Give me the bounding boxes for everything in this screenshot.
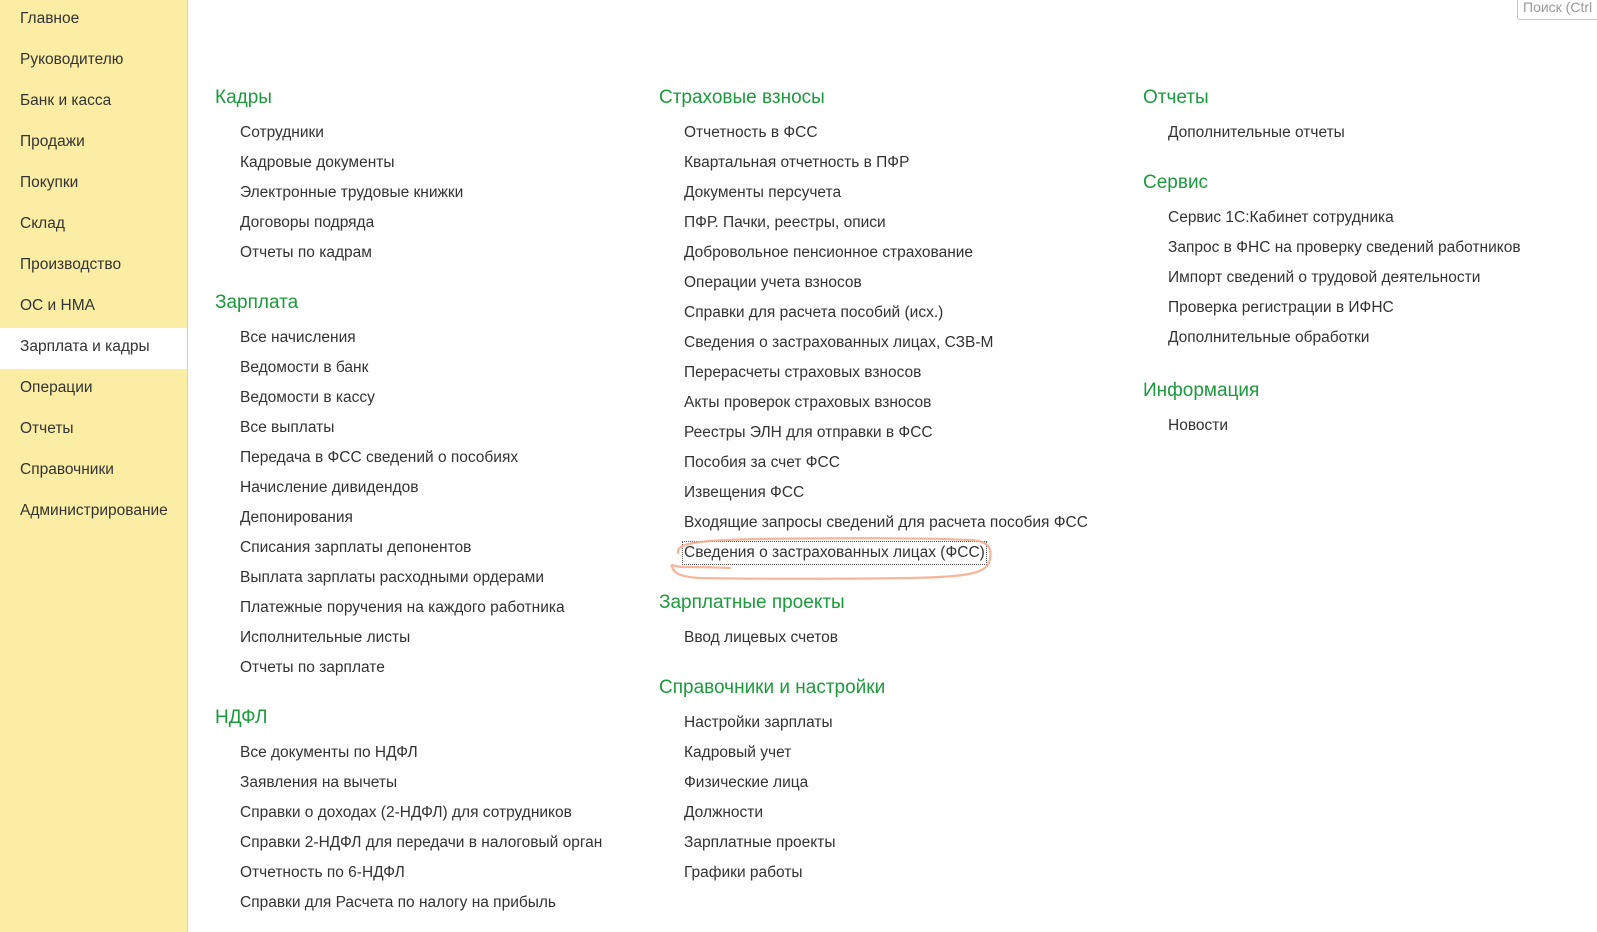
link-hr-reports[interactable]: Отчеты по кадрам [240, 244, 372, 261]
link-pfr-packs[interactable]: ПФР. Пачки, реестры, описи [684, 214, 886, 231]
link-2ndfl-employees[interactable]: Справки о доходах (2-НДФЛ) для сотрудников [240, 804, 572, 821]
link-salary-projects[interactable]: Зарплатные проекты [684, 834, 836, 851]
link-benefit-certificates[interactable]: Справки для расчета пособий (исх.) [684, 304, 944, 321]
link-payment-orders[interactable]: Платежные поручения на каждого работника [240, 599, 565, 616]
link-account-entry[interactable]: Ввод лицевых счетов [684, 629, 839, 646]
sidebar-item-warehouse[interactable]: Склад [20, 215, 65, 232]
section-title-hr[interactable]: Кадры [215, 87, 272, 108]
link-dividends[interactable]: Начисление дивидендов [240, 479, 419, 496]
link-all-ndfl-documents[interactable]: Все документы по НДФЛ [240, 744, 418, 761]
link-eln-registers[interactable]: Реестры ЭЛН для отправки в ФСС [684, 424, 933, 441]
link-insured-persons-fss[interactable] [659, 538, 1088, 568]
sidebar-item-operations[interactable]: Операции [20, 379, 93, 396]
link-fss-notices[interactable]: Извещения ФСС [684, 484, 805, 501]
section-title-salary[interactable]: Зарплата [215, 292, 299, 313]
section-title-reports[interactable]: Отчеты [1143, 87, 1209, 108]
link-fss-benefits-transfer[interactable]: Передача в ФСС сведений о пособиях [240, 449, 519, 466]
link-depositor-writeoffs[interactable]: Списания зарплаты депонентов [240, 539, 472, 556]
link-pfr-quarterly[interactable]: Квартальная отчетность в ПФР [684, 154, 910, 171]
link-personal-records-docs[interactable]: Документы персучета [684, 184, 842, 201]
link-additional-reports[interactable]: Дополнительные отчеты [1168, 124, 1345, 141]
menu-column-2 [659, 84, 1088, 888]
sidebar-item-main[interactable]: Главное [20, 10, 80, 27]
link-deduction-applications[interactable]: Заявления на вычеты [240, 774, 398, 791]
sidebar-item-production[interactable]: Производство [20, 256, 122, 273]
link-2ndfl-tax-office[interactable]: Справки 2-НДФЛ для передачи в налоговый орган [240, 834, 603, 851]
section-title-service[interactable]: Сервис [1143, 172, 1209, 193]
link-contracts[interactable]: Договоры подряда [240, 214, 375, 231]
menu-column-1 [215, 84, 602, 918]
link-szv-m[interactable]: Сведения о застрахованных лицах, СЗВ-М [684, 334, 994, 351]
link-voluntary-pension[interactable]: Добровольное пенсионное страхование [684, 244, 974, 261]
section-title-information[interactable]: Информация [1143, 380, 1260, 401]
sidebar-item-bank-cash[interactable]: Банк и касса [20, 92, 112, 109]
section-title-salary-projects[interactable]: Зарплатные проекты [659, 592, 845, 613]
link-bank-statements[interactable]: Ведомости в банк [240, 359, 369, 376]
link-employees[interactable]: Сотрудники [240, 124, 324, 141]
link-all-accruals[interactable]: Все начисления [240, 329, 356, 346]
link-news[interactable]: Новости [1168, 417, 1229, 434]
sidebar-item-fixed-assets[interactable]: ОС и НМА [20, 297, 95, 314]
link-ifns-check[interactable]: Проверка регистрации в ИФНС [1168, 299, 1394, 316]
link-fss-reporting[interactable]: Отчетность в ФСС [684, 124, 818, 141]
sections-sidebar [0, 0, 188, 932]
link-contribution-recalculations[interactable]: Перерасчеты страховых взносов [684, 364, 922, 381]
sidebar-item-administration[interactable]: Администрирование [20, 502, 168, 519]
sidebar-item-purchases[interactable]: Покупки [20, 174, 79, 191]
link-audit-acts[interactable]: Акты проверок страховых взносов [684, 394, 932, 411]
link-insured-persons-fss-label: Сведения о застрахованных лицах (ФСС) [682, 541, 987, 565]
link-fss-benefits[interactable]: Пособия за счет ФСС [684, 454, 840, 471]
sidebar-item-sales[interactable]: Продажи [20, 133, 85, 150]
link-hr-accounting[interactable]: Кадровый учет [684, 744, 792, 761]
menu-column-3 [1143, 84, 1521, 441]
link-all-payments[interactable]: Все выплаты [240, 419, 335, 436]
link-salary-settings[interactable]: Настройки зарплаты [684, 714, 833, 731]
link-6ndfl-reporting[interactable]: Отчетность по 6-НДФЛ [240, 864, 405, 881]
link-deposits[interactable]: Депонирования [240, 509, 353, 526]
link-incoming-requests[interactable]: Входящие запросы сведений для расчета пособия ФСС [684, 514, 1088, 531]
link-employee-cabinet[interactable]: Сервис 1С:Кабинет сотрудника [1168, 209, 1394, 226]
sidebar-item-manager[interactable]: Руководителю [20, 51, 124, 68]
link-work-schedules[interactable]: Графики работы [684, 864, 803, 881]
link-salary-reports[interactable]: Отчеты по зарплате [240, 659, 385, 676]
search-input[interactable] [1517, 0, 1597, 20]
section-title-insurance[interactable]: Страховые взносы [659, 87, 825, 108]
section-title-settings[interactable]: Справочники и настройки [659, 677, 886, 698]
sidebar-item-catalogs[interactable]: Справочники [20, 461, 114, 478]
link-cash-order-payments[interactable]: Выплата зарплаты расходными ордерами [240, 569, 544, 586]
sidebar-item-salary-hr[interactable]: Зарплата и кадры [0, 328, 187, 369]
link-cash-statements[interactable]: Ведомости в кассу [240, 389, 375, 406]
section-title-ndfl[interactable]: НДФЛ [215, 707, 268, 728]
link-labor-import[interactable]: Импорт сведений о трудовой деятельности [1168, 269, 1481, 286]
sidebar-item-reports[interactable]: Отчеты [20, 420, 74, 437]
link-individuals[interactable]: Физические лица [684, 774, 809, 791]
link-electronic-work-books[interactable]: Электронные трудовые книжки [240, 184, 464, 201]
link-positions[interactable]: Должности [684, 804, 764, 821]
link-additional-processing[interactable]: Дополнительные обработки [1168, 329, 1370, 346]
link-contribution-operations[interactable]: Операции учета взносов [684, 274, 862, 291]
link-fns-verification[interactable]: Запрос в ФНС на проверку сведений работников [1168, 239, 1521, 256]
link-writs[interactable]: Исполнительные листы [240, 629, 411, 646]
link-profit-tax-certificates[interactable]: Справки для Расчета по налогу на прибыль [240, 894, 556, 911]
link-hr-documents[interactable]: Кадровые документы [240, 154, 395, 171]
